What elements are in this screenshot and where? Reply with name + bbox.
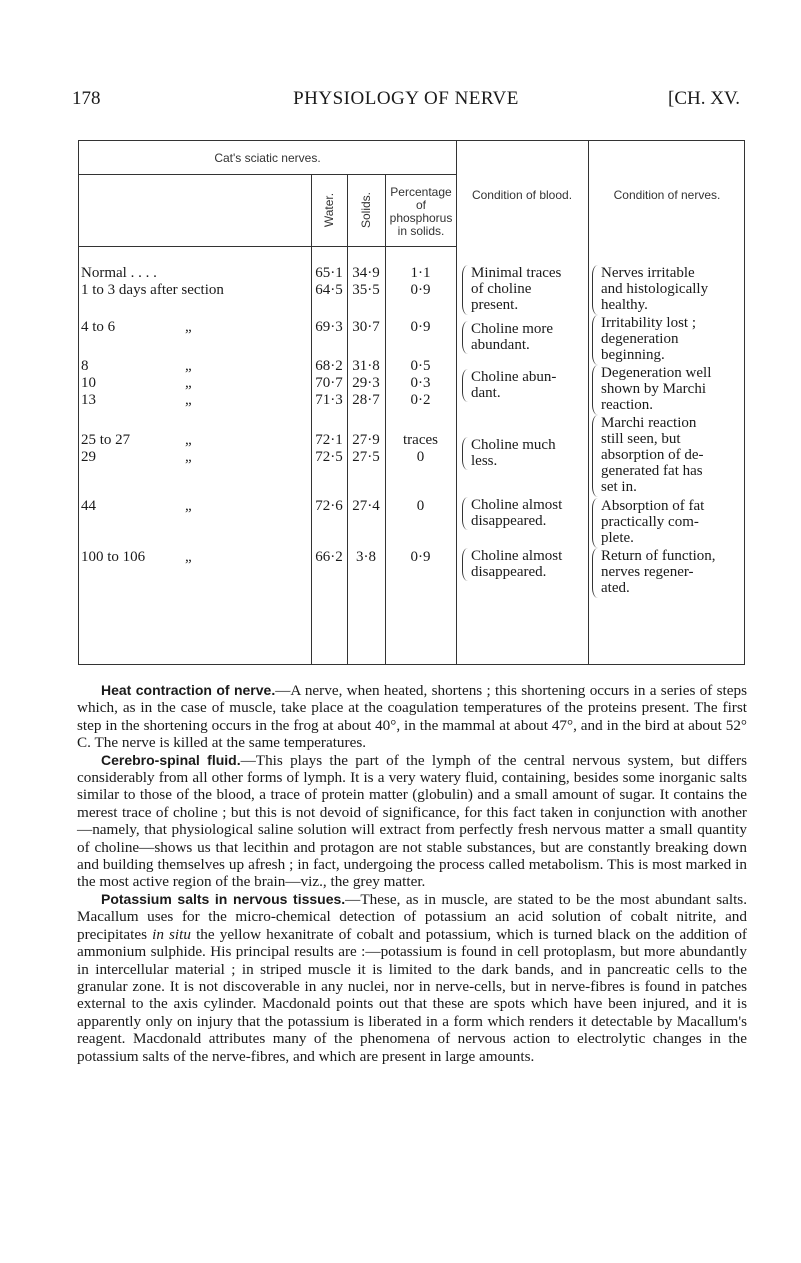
ditto-mark: „ — [185, 498, 192, 514]
brace — [592, 365, 599, 415]
solids-value: 27·9 — [352, 432, 380, 448]
water-value: 69·3 — [315, 319, 343, 335]
header-rule — [79, 246, 456, 247]
row-label: 8 — [81, 358, 89, 374]
phosphorus-value: 1·1 — [410, 265, 431, 281]
brace — [592, 498, 599, 548]
brace — [462, 265, 469, 315]
blood-condition: Choline abun- dant. — [471, 369, 557, 401]
brace — [592, 548, 599, 598]
table-caption: Cat's sciatic nerves. — [214, 151, 321, 165]
blood-condition: Choline much less. — [471, 437, 556, 469]
nerve-condition: Nerves irritable and histologically healthy. — [601, 265, 709, 313]
ditto-mark: „ — [185, 549, 192, 565]
row-label: 25 to 27 — [81, 432, 131, 448]
blood-condition: Choline almost disappeared. — [471, 548, 563, 580]
row-label: 29 — [81, 449, 96, 465]
phosphorus-value: 0 — [416, 449, 425, 465]
nerve-condition: Marchi reaction still seen, but absorption of de- generated fat has set in. — [601, 415, 704, 495]
brace — [592, 315, 599, 365]
chapter-label: [CH. XV. — [668, 88, 740, 109]
brace — [462, 437, 469, 470]
blood-condition: Choline almost disappeared. — [471, 497, 563, 529]
phosphorus-header: Percentage of phosphorus in solids. — [389, 185, 453, 238]
ditto-mark: „ — [185, 375, 192, 391]
water-value: 68·2 — [315, 358, 343, 374]
blood-header: Condition of blood. — [471, 188, 573, 202]
divider-solids — [347, 174, 348, 664]
water-value: 71·3 — [315, 392, 343, 408]
nerve-condition: Return of function, nerves regener- ated. — [601, 548, 716, 596]
running-title: PHYSIOLOGY OF NERVE — [293, 88, 519, 109]
water-value: 72·1 — [315, 432, 343, 448]
row-label: 100 to 106 — [81, 549, 146, 565]
phosphorus-value: 0·3 — [410, 375, 431, 391]
phosphorus-value: 0·5 — [410, 358, 431, 374]
nerve-condition: Absorption of fat practically com- plete. — [601, 498, 705, 546]
divider-phos — [385, 174, 386, 664]
run-in-heading: Potassium salts in nervous tissues. — [101, 890, 346, 907]
brace — [592, 265, 599, 315]
running-header — [72, 88, 740, 114]
paragraph-heat-contraction: Heat contraction of nerve.—A nerve, when heated, shortens ; this shortening occurs in a series of steps which, as in the case of muscle, take place at the coagulation temperatures of the proteins present. The first step in the shortening occurs in the frog at about 40°, in the mammal at about 47°, and in the bird at about 52° C. The nerve is killed at the same temperatures. — [77, 682, 747, 752]
water-value: 72·5 — [315, 449, 343, 465]
phosphorus-value: 0·9 — [410, 319, 431, 335]
page-number: 178 — [72, 88, 101, 109]
caption-rule — [79, 174, 456, 175]
nerve-composition-table — [78, 140, 745, 665]
run-in-heading: Cerebro-spinal fluid. — [101, 751, 241, 768]
solids-value: 28·7 — [352, 392, 380, 408]
row-label: 1 to 3 days after section — [81, 282, 224, 298]
solids-value: 31·8 — [352, 358, 380, 374]
solids-value: 35·5 — [352, 282, 380, 298]
nerves-header: Condition of nerves. — [613, 188, 721, 202]
row-label: 44 — [81, 498, 96, 514]
phosphorus-value: 0·2 — [410, 392, 431, 408]
solids-value: 30·7 — [352, 319, 380, 335]
ditto-mark: „ — [185, 449, 192, 465]
nerve-condition: Degeneration well shown by Marchi reaction. — [601, 365, 712, 413]
brace — [592, 415, 599, 497]
solids-header: Solids. — [359, 191, 373, 229]
run-in-heading: Heat contraction of nerve. — [101, 682, 276, 698]
divider-nerves — [588, 141, 589, 664]
paragraph-cerebro-spinal-fluid: Cerebro-spinal fluid.—This plays the part of the lymph of the central nervous system, but differs considerably from all other forms of lymph. It is a very watery fluid, containing, besides some inorganic salts similar to those of the blood, a trace of protein matter (globulin) and a small amount of sugar. It contains the merest trace of choline ; but this is not devoid of significance, for this fact taken in conjunction with another—namely, that physiological saline solution will extract from perfectly fresh nervous matter a small quantity of choline—shows us that lecithin and protagon are not stable substances, but are constantly breaking down and building themselves up afresh ; in fact, undergoing the process called metabolism. This is most marked in the most active region of the brain—viz., the grey matter. — [77, 751, 747, 891]
row-label: 13 — [81, 392, 96, 408]
solids-value: 29·3 — [352, 375, 380, 391]
ditto-mark: „ — [185, 319, 192, 335]
brace — [462, 548, 469, 581]
solids-value: 3·8 — [356, 549, 376, 565]
water-value: 65·1 — [315, 265, 343, 281]
solids-value: 27·5 — [352, 449, 380, 465]
water-value: 72·6 — [315, 498, 343, 514]
ditto-mark: „ — [185, 432, 192, 448]
brace — [462, 497, 469, 530]
blood-condition: Choline more abundant. — [471, 321, 554, 353]
row-label: Normal . . . . — [81, 265, 157, 281]
phosphorus-value: 0·9 — [410, 549, 431, 565]
water-header: Water. — [322, 192, 336, 228]
divider-blood — [456, 141, 457, 664]
row-label: 10 — [81, 375, 96, 391]
water-value: 64·5 — [315, 282, 343, 298]
body-text — [77, 682, 747, 1065]
phosphorus-value: traces — [403, 432, 438, 448]
solids-value: 27·4 — [352, 498, 380, 514]
nerve-condition: Irritability lost ; degeneration beginning. — [601, 315, 696, 363]
brace — [462, 321, 469, 354]
row-label: 4 to 6 — [81, 319, 116, 335]
divider-water — [311, 174, 312, 664]
ditto-mark: „ — [185, 392, 192, 408]
blood-condition: Minimal traces of choline present. — [471, 265, 562, 313]
phosphorus-value: 0 — [416, 498, 425, 514]
brace — [462, 369, 469, 402]
water-value: 66·2 — [315, 549, 343, 565]
water-value: 70·7 — [315, 375, 343, 391]
phosphorus-value: 0·9 — [410, 282, 431, 298]
paragraph-potassium-salts: Potassium salts in nervous tissues.—These, as in muscle, are stated to be the most abundant salts. Macallum uses for the micro-chemical detection of potassium an acid solution of cobalt nitrite, and precipitates in situ the yellow hexanitrate of cobalt and potassium, which is turned black on the addition of ammonium sulphide. His principal results are :—potassium is found in cell protoplasm, but more abundantly in intercellular material ; in striped muscle it is limited to the dark bands, and in pancreatic cells to the granular zone. It is not discoverable in any nuclei, nor in nerve-cells, but in nerve-fibres is found in patches external to the axis cylinder. Macdonald points out that these are spots which have been injured, and it is apparently only on injury that the potassium is liberated in a form which renders it detectable by Macallum's reagent. Macdonald attributes many of the phenomena of nervous action to electrolytic changes in the potassium salts of the nerve-fibres, and which are present in large amounts. — [77, 890, 747, 1065]
ditto-mark: „ — [185, 358, 192, 374]
solids-value: 34·9 — [352, 265, 380, 281]
